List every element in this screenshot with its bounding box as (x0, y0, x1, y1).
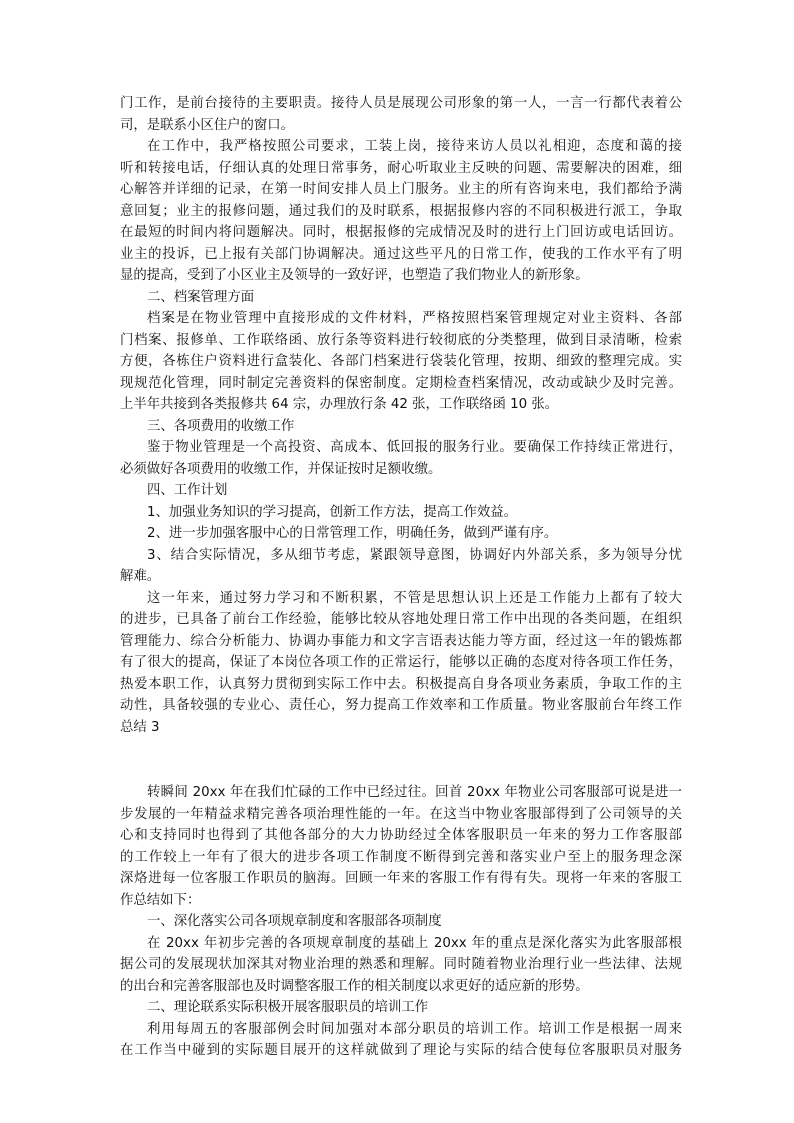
text-line: 的出台和完善客服部也及时调整客服工作的相关制度以求更好的适应新的形势。 (120, 978, 589, 994)
text-line: 在工作中，我严格按照公司要求，工装上岗，接待来访人员以礼相迎，态度和蔼的接 (147, 139, 682, 154)
text-line: 在工作当中碰到的实际题目展开的这样就做到了理论与实际的结合使每位客服职员对服务 (120, 1043, 682, 1058)
list-item: 解难。 (120, 569, 161, 584)
paragraph-fees (120, 437, 682, 480)
text-line: 上半年共接到各类报修共 64 宗，办理放行条 42 张，工作联络函 10 张。 (120, 397, 559, 412)
section-heading-rules: 一、深化落实公司各项规章制度和客服部各项制度 (147, 914, 442, 929)
paragraph-customer-service-intro (120, 782, 682, 911)
text-line: 显的提高，受到了小区业主及领导的一致好评，也塑造了我们物业人的新形象。 (120, 268, 589, 283)
text-line: 意回复；业主的报修问题，通过我们的及时联系，根据报修内容的不同积极进行派工，争取 (120, 203, 682, 219)
text-line: 心解答并详细的记录，在第一时间安排人员上门服务。业主的所有咨询来电，我们都给予满 (120, 182, 682, 197)
paragraph-year-summary (120, 588, 682, 739)
text-line: 据公司的发展现状加深其对物业治理的熟悉和理解。同时随着物业治理行业一些法律、法规 (120, 957, 682, 972)
text-line: 热爱本职工作，认真努力贯彻到实际工作中去。积极提高自身各项业务素质，争取工作的主 (120, 676, 682, 692)
list-item: 1、加强业务知识的学习提高，创新工作方法，提高工作效益。 (147, 504, 518, 520)
text-line: 心和支持同时也得到了其他各部分的大力协助经过全体客服职员一年来的努力工作客服部 (120, 828, 682, 843)
list-item: 3、结合实际情况，多从细节考虑，紧跟领导意图，协调好内外部关系，多为领导分忧 (147, 547, 682, 563)
text-line: 档案是在物业管理中直接形成的文件材料，严格按照档案管理规定对业主资料、各部 (147, 311, 682, 326)
text-line: 必须做好各项费用的收缴工作，并保证按时足额收缴。 (120, 461, 442, 477)
text-line: 听和转接电话，仔细认真的处理日常事务，耐心听取业主反映的问题、需要解决的困难，细 (120, 160, 682, 176)
text-line: 门档案、报修单、工作联络函、放行条等资料进行较彻底的分类整理，做到目录清晰，检索 (120, 332, 682, 348)
text-line: 现规范化管理，同时制定完善资料的保密制度。定期检查档案情况，改动或缺少及时完善。 (120, 375, 682, 391)
text-line: 门工作，是前台接待的主要职责。接待人员是展现公司形象的第一人，一言一行都代表着公 (120, 96, 682, 111)
text-line: 的进步，已具备了前台工作经验，能够比较从容地处理日常工作中出现的各类问题，在组织 (120, 612, 682, 627)
text-line: 在最短的时间内将问题解决。同时，根据报修的完成情况及时的进行上门回访或电话回访。 (120, 225, 682, 240)
text-line: 步发展的一年精益求精完善各项治理性能的一年。在这当中物业客服部得到了公司领导的关 (120, 806, 682, 822)
section-gap (120, 738, 682, 760)
section-heading-plan: 四、工作计划 (147, 483, 228, 498)
text-line: 总结 3 (120, 719, 160, 735)
list-item: 2、进一步加强客服中心的日常管理工作，明确任务，做到严谨有序。 (147, 526, 558, 541)
section-gap (120, 760, 682, 782)
text-line: 在 20xx 年初步完善的各项规章制度的基础上 20xx 年的重点是深化落实为此客服部根 (147, 935, 682, 951)
text-line: 作总结如下： (120, 892, 201, 908)
text-line: 的工作较上一年有了很大的进步各项工作制度不断得到完善和落实业户至上的服务理念深 (120, 849, 682, 865)
section-heading-fees: 三、各项费用的收缴工作 (147, 418, 295, 434)
text-line: 动性，具备较强的专业心、责任心，努力提高工作效率和工作质量。物业客服前台年终工作 (120, 698, 682, 713)
text-line: 深烙进每一位客服工作职员的脑海。回顾一年来的客服工作有得有失。现将一年来的客服工 (120, 871, 682, 886)
paragraph-training (120, 1019, 682, 1062)
text-line: 鉴于物业管理是一个高投资、高成本、低回报的服务行业。要确保工作持续正常进行， (147, 440, 682, 455)
text-line: 方便，各栋住户资料进行盒装化、各部门档案进行袋装化管理，按期、细致的整理完成。实 (120, 354, 682, 369)
text-line: 有了很大的提高，保证了本岗位各项工作的正常运行，能够以正确的态度对待各项工作任务， (120, 655, 682, 670)
document-page (120, 93, 682, 1062)
paragraph-front-desk-duty (120, 93, 682, 136)
text-line: 司，是联系小区住户的窗口。 (120, 117, 295, 133)
text-line: 管理能力、综合分析能力、协调办事能力和文字言语表达能力等方面，经过这一年的锻炼都 (120, 633, 682, 649)
paragraph-archive (120, 308, 682, 416)
text-line: 业主的投诉，已上报有关部门协调解决。通过这些平凡的日常工作，使我的工作水平有了明 (120, 246, 682, 262)
text-line: 转瞬间 20xx 年在我们忙碌的工作中已经过往。回首 20xx 年物业公司客服部可说是进一 (147, 785, 682, 800)
section-heading-training: 二、理论联系实际积极开展客服职员的培训工作 (147, 1000, 429, 1015)
work-plan-list (120, 502, 682, 588)
text-line: 利用每周五的客服部例会时间加强对本部分职员的培训工作。培训工作是根据一周来 (147, 1021, 682, 1037)
paragraph-rules (120, 933, 682, 998)
text-line: 这一年来，通过努力学习和不断积累，不管是思想认识上还是工作能力上都有了较大 (147, 590, 682, 606)
paragraph-daily-work (120, 136, 682, 287)
section-heading-archive: 二、档案管理方面 (147, 289, 255, 305)
